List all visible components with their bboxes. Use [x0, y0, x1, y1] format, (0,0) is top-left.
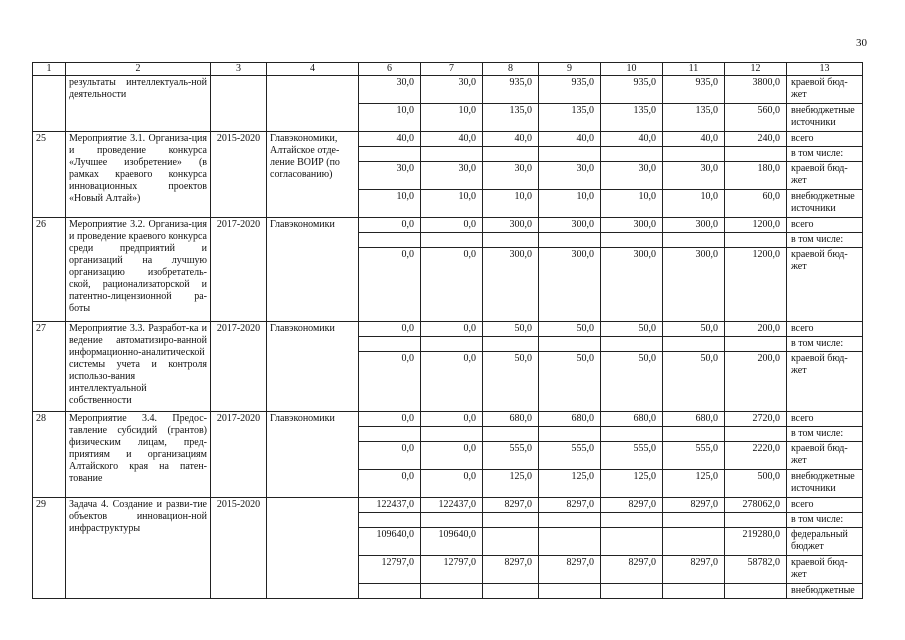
value-cell: 300,0 [483, 218, 539, 233]
value-cell: 0,0 [359, 322, 421, 337]
value-cell [539, 528, 601, 556]
value-cell: 8297,0 [663, 498, 725, 513]
source-cell: федеральный бюджет [787, 528, 863, 556]
value-cell: 10,0 [421, 104, 483, 132]
value-cell: 555,0 [483, 442, 539, 470]
source-cell: всего [787, 218, 863, 233]
value-cell: 10,0 [539, 190, 601, 218]
value-cell: 125,0 [539, 470, 601, 498]
activity-cell: Мероприятие 3.4. Предос-тавление субсидий (грантов) физическим лицам, пред-приятиям и организациям Алтайского края на патен-тование [66, 412, 211, 498]
value-cell [601, 427, 663, 442]
value-cell: 135,0 [483, 104, 539, 132]
value-cell: 278062,0 [725, 498, 787, 513]
header-cell: 7 [421, 63, 483, 76]
value-cell: 30,0 [421, 76, 483, 104]
header-cell: 12 [725, 63, 787, 76]
value-cell: 200,0 [725, 322, 787, 337]
value-cell [725, 337, 787, 352]
value-cell [421, 147, 483, 162]
budget-table-container [32, 62, 863, 599]
page-number: 30 [856, 37, 867, 49]
value-cell: 300,0 [663, 218, 725, 233]
value-cell: 40,0 [601, 132, 663, 147]
value-cell: 0,0 [421, 470, 483, 498]
value-cell: 30,0 [483, 162, 539, 190]
value-cell: 50,0 [483, 322, 539, 337]
source-cell: краевой бюд-жет [787, 248, 863, 322]
executor-cell: Главэкономики [267, 322, 359, 412]
value-cell: 680,0 [601, 412, 663, 427]
value-cell [663, 147, 725, 162]
value-cell [483, 584, 539, 599]
value-cell: 8297,0 [539, 498, 601, 513]
activity-cell: Мероприятие 3.1. Организа-ция и проведение конкурса «Лучшее изобретение» (в рамках краевого конкурса инновационных проектов «Новый Алтай») [66, 132, 211, 218]
value-cell: 50,0 [663, 322, 725, 337]
value-cell: 0,0 [359, 218, 421, 233]
value-cell: 50,0 [539, 352, 601, 412]
row-number-cell [33, 76, 66, 132]
value-cell [663, 513, 725, 528]
value-cell: 300,0 [601, 218, 663, 233]
value-cell: 40,0 [421, 132, 483, 147]
value-cell [421, 427, 483, 442]
source-cell: внебюджетные [787, 584, 863, 599]
value-cell [725, 513, 787, 528]
activity-cell: Мероприятие 3.3. Разработ-ка и ведение автоматизиро-ванной информационно-аналитической системы учета и контроля использо-вания интеллектуальной собственности [66, 322, 211, 412]
value-cell: 30,0 [663, 162, 725, 190]
value-cell [601, 513, 663, 528]
value-cell [483, 147, 539, 162]
period-cell: 2017-2020 [211, 412, 267, 498]
value-cell [663, 337, 725, 352]
source-cell: краевой бюд-жет [787, 556, 863, 584]
value-cell: 935,0 [663, 76, 725, 104]
value-cell [421, 584, 483, 599]
row-number-cell: 25 [33, 132, 66, 218]
value-cell: 935,0 [539, 76, 601, 104]
value-cell [539, 337, 601, 352]
value-cell: 8297,0 [663, 556, 725, 584]
source-cell: внебюджетные источники [787, 470, 863, 498]
value-cell [539, 147, 601, 162]
value-cell: 680,0 [663, 412, 725, 427]
activity-cell: Мероприятие 3.2. Организа-ция и проведение краевого конкурса среди предприятий и организаций на лучшую организацию изобретатель-ской, рационализаторской и патентно-лицензионной ра-боты [66, 218, 211, 322]
value-cell [483, 233, 539, 248]
source-cell: всего [787, 412, 863, 427]
value-cell: 40,0 [483, 132, 539, 147]
value-cell: 109640,0 [359, 528, 421, 556]
value-cell [601, 233, 663, 248]
value-cell [663, 233, 725, 248]
value-cell [725, 427, 787, 442]
value-cell: 240,0 [725, 132, 787, 147]
header-cell: 6 [359, 63, 421, 76]
source-cell: в том числе: [787, 147, 863, 162]
header-cell: 11 [663, 63, 725, 76]
value-cell: 300,0 [539, 248, 601, 322]
source-cell: краевой бюд-жет [787, 162, 863, 190]
value-cell: 3800,0 [725, 76, 787, 104]
value-cell: 122437,0 [359, 498, 421, 513]
value-cell: 8297,0 [601, 498, 663, 513]
value-cell: 8297,0 [483, 556, 539, 584]
value-cell: 0,0 [421, 218, 483, 233]
value-cell: 555,0 [539, 442, 601, 470]
value-cell: 10,0 [359, 104, 421, 132]
value-cell: 135,0 [601, 104, 663, 132]
value-cell [601, 584, 663, 599]
table-row [33, 218, 863, 233]
value-cell [725, 147, 787, 162]
value-cell: 300,0 [663, 248, 725, 322]
value-cell: 1200,0 [725, 248, 787, 322]
source-cell: краевой бюд-жет [787, 352, 863, 412]
value-cell [483, 513, 539, 528]
value-cell: 300,0 [539, 218, 601, 233]
value-cell [359, 513, 421, 528]
value-cell: 0,0 [421, 248, 483, 322]
value-cell: 935,0 [483, 76, 539, 104]
value-cell [359, 337, 421, 352]
source-cell: всего [787, 498, 863, 513]
source-cell: краевой бюд-жет [787, 76, 863, 104]
value-cell: 135,0 [663, 104, 725, 132]
value-cell: 2720,0 [725, 412, 787, 427]
value-cell: 0,0 [359, 352, 421, 412]
value-cell: 50,0 [483, 352, 539, 412]
value-cell [663, 528, 725, 556]
value-cell: 125,0 [601, 470, 663, 498]
value-cell: 58782,0 [725, 556, 787, 584]
value-cell: 0,0 [421, 322, 483, 337]
value-cell [539, 513, 601, 528]
value-cell: 2220,0 [725, 442, 787, 470]
header-cell: 1 [33, 63, 66, 76]
value-cell: 500,0 [725, 470, 787, 498]
executor-cell: Главэкономики, Алтайское отде-ление ВОИР (по согласованию) [267, 132, 359, 218]
value-cell: 12797,0 [359, 556, 421, 584]
value-cell: 680,0 [483, 412, 539, 427]
value-cell: 30,0 [421, 162, 483, 190]
source-cell: всего [787, 132, 863, 147]
value-cell [359, 233, 421, 248]
source-cell: в том числе: [787, 233, 863, 248]
value-cell [483, 337, 539, 352]
value-cell: 180,0 [725, 162, 787, 190]
value-cell [539, 584, 601, 599]
value-cell: 300,0 [601, 248, 663, 322]
header-cell: 3 [211, 63, 267, 76]
value-cell: 0,0 [421, 352, 483, 412]
period-cell: 2015-2020 [211, 498, 267, 599]
value-cell: 60,0 [725, 190, 787, 218]
value-cell [483, 528, 539, 556]
value-cell: 40,0 [539, 132, 601, 147]
value-cell: 935,0 [601, 76, 663, 104]
value-cell: 10,0 [601, 190, 663, 218]
value-cell: 10,0 [421, 190, 483, 218]
source-cell: в том числе: [787, 337, 863, 352]
row-number-cell: 28 [33, 412, 66, 498]
table-row [33, 132, 863, 147]
period-cell: 2015-2020 [211, 132, 267, 218]
value-cell: 50,0 [663, 352, 725, 412]
value-cell: 555,0 [601, 442, 663, 470]
value-cell: 200,0 [725, 352, 787, 412]
row-number-cell: 26 [33, 218, 66, 322]
value-cell [421, 337, 483, 352]
value-cell: 555,0 [663, 442, 725, 470]
value-cell: 0,0 [421, 442, 483, 470]
header-cell: 4 [267, 63, 359, 76]
header-cell: 8 [483, 63, 539, 76]
value-cell [601, 528, 663, 556]
value-cell: 0,0 [359, 412, 421, 427]
source-cell: в том числе: [787, 513, 863, 528]
value-cell: 560,0 [725, 104, 787, 132]
budget-table [32, 62, 863, 599]
value-cell [663, 584, 725, 599]
executor-cell [267, 498, 359, 599]
table-row [33, 498, 863, 513]
source-cell: краевой бюд-жет [787, 442, 863, 470]
value-cell [421, 233, 483, 248]
source-cell: в том числе: [787, 427, 863, 442]
value-cell: 40,0 [359, 132, 421, 147]
value-cell: 10,0 [359, 190, 421, 218]
value-cell: 135,0 [539, 104, 601, 132]
value-cell [359, 427, 421, 442]
value-cell: 8297,0 [539, 556, 601, 584]
value-cell: 125,0 [663, 470, 725, 498]
value-cell: 12797,0 [421, 556, 483, 584]
table-row [33, 76, 863, 104]
value-cell: 680,0 [539, 412, 601, 427]
value-cell: 0,0 [421, 412, 483, 427]
table-row [33, 412, 863, 427]
value-cell [359, 584, 421, 599]
source-cell: внебюджетные источники [787, 104, 863, 132]
source-cell: внебюджетные источники [787, 190, 863, 218]
value-cell: 0,0 [359, 470, 421, 498]
period-cell: 2017-2020 [211, 322, 267, 412]
executor-cell [267, 76, 359, 132]
table-row [33, 322, 863, 337]
header-row [33, 63, 863, 76]
period-cell [211, 76, 267, 132]
value-cell: 50,0 [601, 352, 663, 412]
value-cell: 300,0 [483, 248, 539, 322]
value-cell [359, 147, 421, 162]
executor-cell: Главэкономики [267, 218, 359, 322]
value-cell [725, 584, 787, 599]
value-cell: 10,0 [663, 190, 725, 218]
value-cell [483, 427, 539, 442]
row-number-cell: 27 [33, 322, 66, 412]
activity-cell: результаты интеллектуаль-ной деятельности [66, 76, 211, 132]
value-cell [601, 147, 663, 162]
value-cell: 125,0 [483, 470, 539, 498]
header-cell: 9 [539, 63, 601, 76]
value-cell: 40,0 [663, 132, 725, 147]
value-cell: 8297,0 [483, 498, 539, 513]
header-cell: 13 [787, 63, 863, 76]
value-cell: 30,0 [539, 162, 601, 190]
value-cell [421, 513, 483, 528]
value-cell [601, 337, 663, 352]
value-cell: 30,0 [359, 76, 421, 104]
value-cell: 30,0 [601, 162, 663, 190]
value-cell [539, 233, 601, 248]
header-cell: 10 [601, 63, 663, 76]
value-cell: 8297,0 [601, 556, 663, 584]
value-cell: 109640,0 [421, 528, 483, 556]
value-cell: 10,0 [483, 190, 539, 218]
source-cell: всего [787, 322, 863, 337]
row-number-cell: 29 [33, 498, 66, 599]
value-cell: 50,0 [601, 322, 663, 337]
value-cell: 122437,0 [421, 498, 483, 513]
header-cell: 2 [66, 63, 211, 76]
value-cell: 30,0 [359, 162, 421, 190]
period-cell: 2017-2020 [211, 218, 267, 322]
activity-cell: Задача 4. Создание и разви-тие объектов инновацион-ной инфраструктуры [66, 498, 211, 599]
value-cell: 0,0 [359, 442, 421, 470]
value-cell [539, 427, 601, 442]
executor-cell: Главэкономики [267, 412, 359, 498]
value-cell [725, 233, 787, 248]
value-cell [663, 427, 725, 442]
value-cell: 0,0 [359, 248, 421, 322]
value-cell: 1200,0 [725, 218, 787, 233]
value-cell: 219280,0 [725, 528, 787, 556]
value-cell: 50,0 [539, 322, 601, 337]
